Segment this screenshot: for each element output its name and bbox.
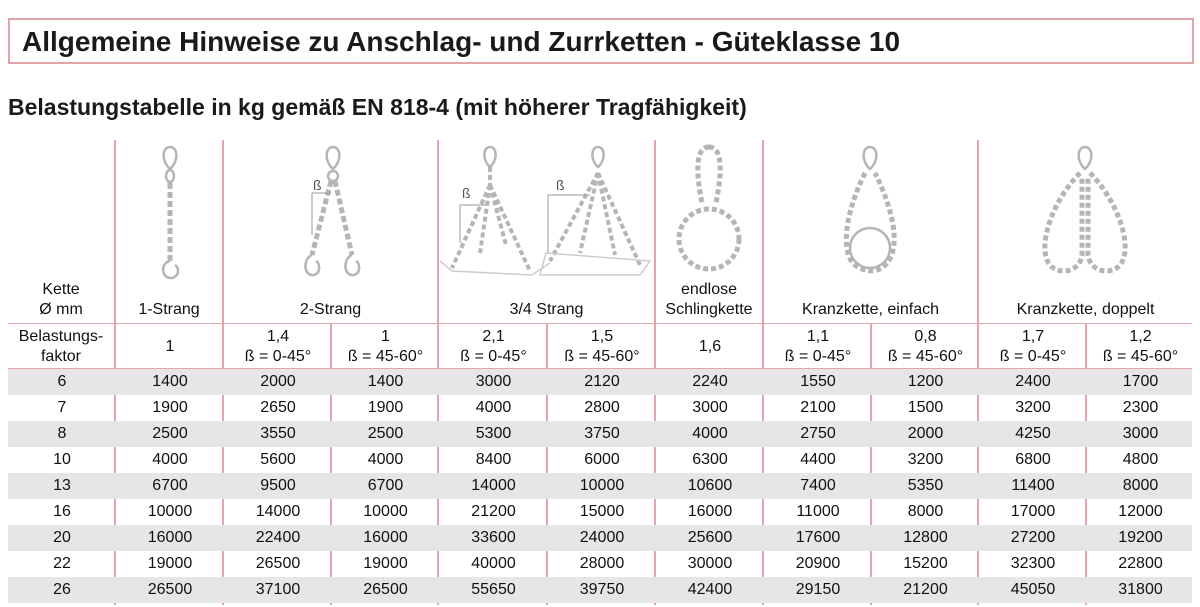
load-value-cell: 31800 <box>1118 581 1163 598</box>
load-value-cell: 15200 <box>903 555 948 572</box>
load-value-cell: 1700 <box>1122 373 1159 390</box>
chain-diameter-cell: 20 <box>53 529 71 546</box>
load-value-cell: 5300 <box>475 425 512 442</box>
load-value-cell: 6000 <box>584 451 620 468</box>
load-value-cell: 14000 <box>471 477 516 494</box>
load-value-cell: 22800 <box>1118 555 1163 572</box>
load-value-cell: 8000 <box>907 503 944 520</box>
load-value-cell: 26500 <box>255 555 301 572</box>
load-value-cell: 2240 <box>692 373 728 390</box>
load-value-cell: 29150 <box>795 581 841 598</box>
load-factor-cell: 1,4 ß = 0-45° <box>244 328 312 365</box>
load-value-cell: 2100 <box>800 399 836 416</box>
load-value-cell: 17000 <box>1010 503 1056 520</box>
load-value-cell: 10000 <box>579 477 625 494</box>
load-value-cell: 1400 <box>152 373 188 390</box>
load-factor-cell: 1 ß = 45-60° <box>347 328 424 365</box>
load-value-cell: 16000 <box>363 529 408 546</box>
load-value-cell: 55650 <box>471 581 516 598</box>
group-header-ring-single: Kranzkette, einfach <box>802 301 939 318</box>
load-value-cell: 16000 <box>687 503 733 520</box>
double-ring-chain-icon <box>1030 143 1140 283</box>
load-value-cell: 1900 <box>367 399 404 416</box>
table-row <box>8 395 1192 421</box>
table-row <box>8 577 1192 603</box>
load-factor-cell: 1,5 ß = 45-60° <box>564 328 640 365</box>
load-value-cell: 24000 <box>579 529 625 546</box>
chain-diameter-cell: 7 <box>57 399 67 416</box>
load-value-cell: 4400 <box>800 451 836 468</box>
load-value-cell: 42400 <box>687 581 733 598</box>
single-strand-chain-icon <box>150 143 190 283</box>
title-box <box>8 18 1194 64</box>
group-header-3-4-strand: 3/4 Strang <box>509 301 584 318</box>
four-strand-chain-icon <box>440 143 652 283</box>
load-value-cell: 8400 <box>475 451 512 468</box>
load-factor-cell: 1,2 ß = 45-60° <box>1102 328 1179 365</box>
two-strand-chain-icon <box>298 143 368 283</box>
page-title: Allgemeine Hinweise zu Anschlag- und Zurrketten - Güteklasse 10 <box>22 26 901 57</box>
table-row <box>8 525 1192 551</box>
table-row <box>8 473 1192 499</box>
load-value-cell: 27200 <box>1010 529 1056 546</box>
table-row <box>8 551 1192 577</box>
load-value-cell: 8000 <box>1122 477 1159 494</box>
load-value-cell: 1200 <box>907 373 944 390</box>
load-factor-cell: 1,6 <box>698 338 722 355</box>
load-value-cell: 32300 <box>1010 555 1056 572</box>
load-value-cell: 16000 <box>147 529 193 546</box>
chain-diameter-header: Kette Ø mm <box>39 281 83 318</box>
load-value-cell: 3000 <box>475 373 512 390</box>
load-factor-header: Belastungs- faktor <box>18 328 104 365</box>
group-header-endless-chain: endlose Schlingkette <box>665 281 753 318</box>
chain-diameter-cell: 22 <box>53 555 71 572</box>
load-value-cell: 1400 <box>367 373 404 390</box>
group-header-1-strand: 1-Strang <box>138 301 200 318</box>
load-factor-cell: 1 <box>165 338 175 355</box>
load-value-cell: 12000 <box>1118 503 1163 520</box>
load-value-cell: 14000 <box>255 503 301 520</box>
load-value-cell: 10000 <box>147 503 193 520</box>
load-value-cell: 28000 <box>579 555 625 572</box>
load-value-cell: 5350 <box>907 477 944 494</box>
load-value-cell: 2000 <box>907 425 944 442</box>
load-value-cell: 6300 <box>692 451 728 468</box>
beta-label: ß <box>313 177 322 193</box>
load-value-cell: 10000 <box>363 503 408 520</box>
load-value-cell: 19000 <box>363 555 408 572</box>
load-value-cell: 37100 <box>255 581 301 598</box>
load-value-cell: 2400 <box>1015 373 1051 390</box>
load-value-cell: 2120 <box>584 373 620 390</box>
table-row <box>8 447 1192 473</box>
load-factor-cell: 1,7 ß = 0-45° <box>999 328 1067 365</box>
load-value-cell: 7400 <box>800 477 836 494</box>
load-value-cell: 2000 <box>260 373 296 390</box>
load-value-cell: 4000 <box>152 451 188 468</box>
chain-diameter-cell: 26 <box>53 581 71 598</box>
header-divider <box>8 323 1192 324</box>
load-value-cell: 6700 <box>152 477 188 494</box>
chain-diameter-cell: 10 <box>53 451 71 468</box>
load-value-cell: 2500 <box>367 425 404 442</box>
chain-diameter-cell: 8 <box>57 425 67 442</box>
load-value-cell: 4800 <box>1122 451 1159 468</box>
table-row <box>8 369 1192 395</box>
load-value-cell: 4250 <box>1015 425 1051 442</box>
load-value-cell: 2300 <box>1122 399 1159 416</box>
load-value-cell: 30000 <box>687 555 733 572</box>
load-value-cell: 11400 <box>1011 477 1055 494</box>
load-value-cell: 3200 <box>907 451 944 468</box>
load-value-cell: 6800 <box>1015 451 1051 468</box>
load-value-cell: 33600 <box>471 529 516 546</box>
load-value-cell: 45050 <box>1010 581 1056 598</box>
chain-diameter-cell: 16 <box>53 503 71 520</box>
chain-diameter-cell: 6 <box>57 373 67 390</box>
load-value-cell: 19000 <box>147 555 193 572</box>
table-row <box>8 499 1192 525</box>
group-header-2-strand: 2-Strang <box>299 301 362 318</box>
load-value-cell: 11000 <box>796 503 840 520</box>
load-value-cell: 12800 <box>903 529 948 546</box>
load-value-cell: 1550 <box>800 373 836 390</box>
load-value-cell: 9500 <box>260 477 296 494</box>
load-value-cell: 26500 <box>147 581 193 598</box>
load-factor-cell: 1,1 ß = 0-45° <box>784 328 852 365</box>
beta-label: ß <box>556 177 565 193</box>
load-value-cell: 2800 <box>584 399 620 416</box>
load-value-cell: 17600 <box>795 529 841 546</box>
load-value-cell: 21200 <box>471 503 516 520</box>
load-value-cell: 6700 <box>367 477 404 494</box>
load-factor-cell: 0,8 ß = 45-60° <box>887 328 964 365</box>
load-value-cell: 26500 <box>363 581 408 598</box>
load-value-cell: 3550 <box>260 425 296 442</box>
load-value-cell: 2650 <box>260 399 296 416</box>
load-factor-cell: 2,1 ß = 0-45° <box>460 328 527 365</box>
load-value-cell: 21200 <box>903 581 948 598</box>
load-value-cell: 4000 <box>692 425 728 442</box>
load-value-cell: 3000 <box>692 399 728 416</box>
endless-chain-icon <box>674 143 744 283</box>
load-value-cell: 1500 <box>907 399 944 416</box>
table-row <box>8 421 1192 447</box>
load-value-cell: 3750 <box>584 425 620 442</box>
group-header-ring-double: Kranzkette, doppelt <box>1016 301 1155 318</box>
load-value-cell: 5600 <box>260 451 296 468</box>
beta-label: ß <box>462 185 471 201</box>
chain-diameter-cell: 13 <box>53 477 71 494</box>
load-value-cell: 19200 <box>1118 529 1163 546</box>
load-value-cell: 40000 <box>471 555 516 572</box>
load-value-cell: 2750 <box>800 425 836 442</box>
load-value-cell: 15000 <box>579 503 625 520</box>
load-value-cell: 10600 <box>687 477 733 494</box>
load-value-cell: 1900 <box>152 399 188 416</box>
load-value-cell: 4000 <box>367 451 404 468</box>
load-value-cell: 20900 <box>795 555 841 572</box>
page-subtitle: Belastungstabelle in kg gemäß EN 818-4 (mit höherer Tragfähigkeit) <box>8 94 747 120</box>
single-ring-chain-icon <box>835 143 905 283</box>
load-value-cell: 3200 <box>1015 399 1051 416</box>
load-value-cell: 39750 <box>579 581 625 598</box>
load-value-cell: 22400 <box>255 529 301 546</box>
load-value-cell: 25600 <box>687 529 733 546</box>
load-value-cell: 2500 <box>152 425 188 442</box>
load-value-cell: 4000 <box>475 399 512 416</box>
load-value-cell: 3000 <box>1122 425 1159 442</box>
